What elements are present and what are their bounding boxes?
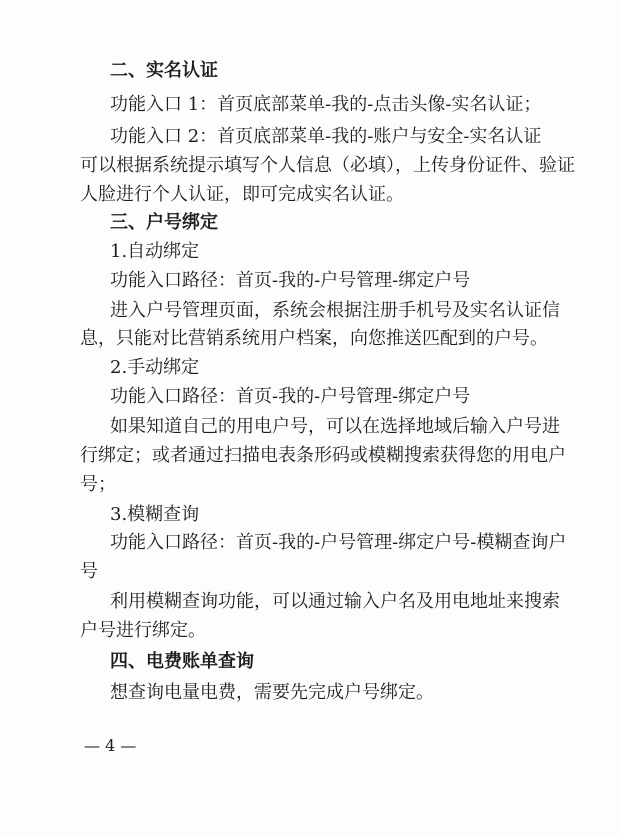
manual-binding-desc-line-2: 行绑定；或者通过扫描电表条形码或模糊搜索获得您的用电户: [80, 445, 566, 466]
fuzzy-query-desc-line-2: 户号进行绑定。: [80, 620, 206, 641]
entry-1-text: 功能入口 1：首页底部菜单-我的-点击头像-实名认证；: [110, 94, 542, 115]
real-name-desc-line-1: 可以根据系统提示填写个人信息（必填），上传身份证件、验证: [80, 155, 575, 176]
manual-binding-title: 2.手动绑定: [110, 357, 200, 378]
manual-binding-path: 功能入口路径：首页-我的-户号管理-绑定户号: [110, 386, 471, 407]
page-number: — 4 —: [84, 736, 137, 755]
auto-binding-desc-line-2: 息，只能对比营销系统用户档案，向您推送匹配到的户号。: [80, 328, 548, 349]
section-heading-account-binding: 三、户号绑定: [110, 212, 218, 233]
auto-binding-path: 功能入口路径：首页-我的-户号管理-绑定户号: [110, 270, 471, 291]
fuzzy-query-path-line-2: 号: [80, 561, 98, 582]
bill-query-desc: 想查询电量电费，需要先完成户号绑定。: [110, 682, 434, 703]
entry-2-text: 功能入口 2：首页底部菜单-我的-账户与安全-实名认证: [110, 126, 542, 147]
fuzzy-query-path-line-1: 功能入口路径：首页-我的-户号管理-绑定户号-模糊查询户: [110, 532, 567, 553]
fuzzy-query-desc-line-1: 利用模糊查询功能，可以通过输入户名及用电地址来搜索: [110, 591, 560, 612]
auto-binding-title: 1.自动绑定: [110, 241, 200, 262]
section-heading-real-name: 二、实名认证: [110, 60, 218, 81]
real-name-desc-line-2: 人脸进行个人认证，即可完成实名认证。: [80, 184, 404, 205]
fuzzy-query-title: 3.模糊查询: [110, 504, 200, 525]
section-heading-bill-query: 四、电费账单查询: [110, 651, 254, 672]
manual-binding-desc-line-1: 如果知道自己的用电户号，可以在选择地域后输入户号进: [110, 416, 560, 437]
manual-binding-desc-line-3: 号；: [80, 474, 116, 495]
auto-binding-desc-line-1: 进入户号管理页面，系统会根据注册手机号及实名认证信: [110, 300, 560, 321]
